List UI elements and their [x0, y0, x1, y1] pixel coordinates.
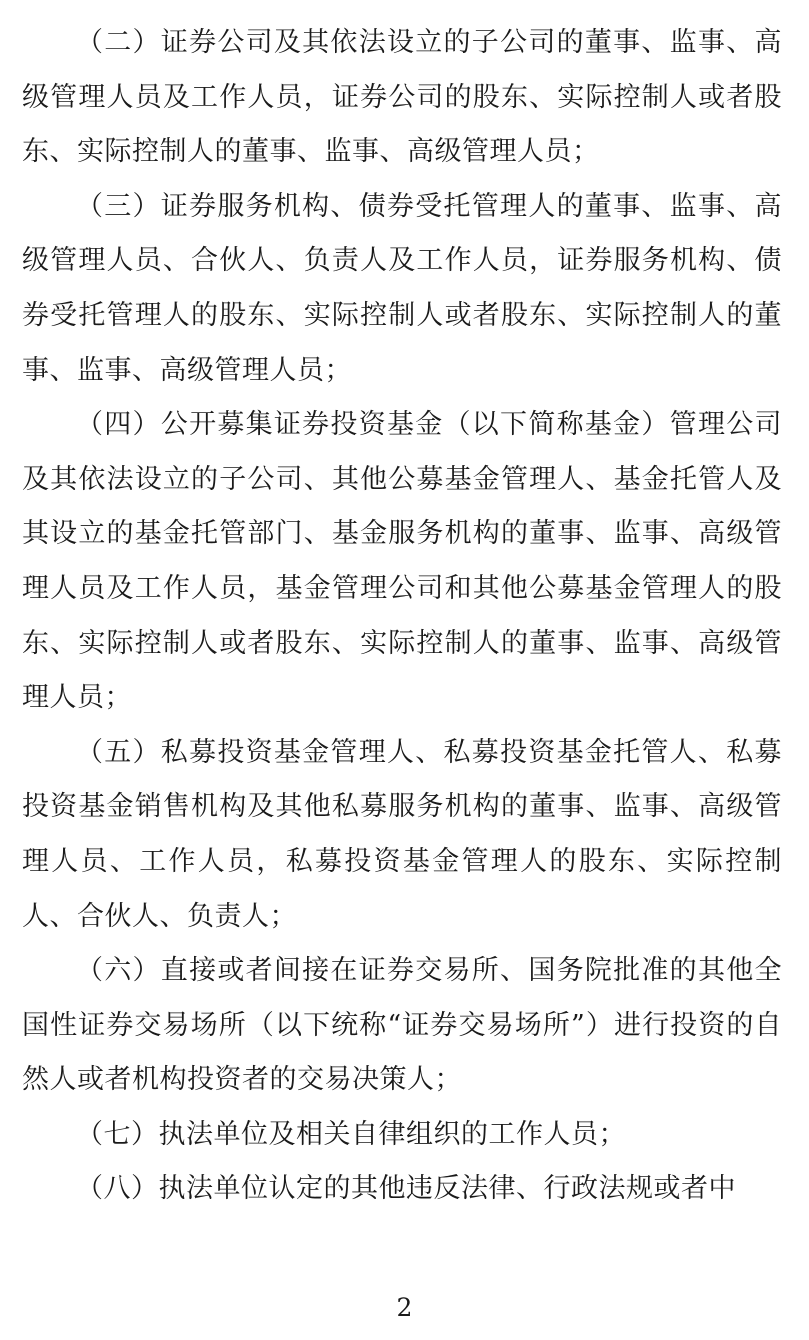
paragraph-item-4: （四）公开募集证券投资基金（以下简称基金）管理公司及其依法设立的子公司、其他公募基金管理人、基金托管人及其设立的基金托管部门、基金服务机构的董事、监事、高级管理人员及工作人员，基金管理公司和其他公募基金管理人的股东、实际控制人或者股东、实际控制人的董事、监事、高级管理人员；: [22, 409, 782, 714]
paragraph-item-5: （五）私募投资基金管理人、私募投资基金托管人、私募投资基金销售机构及其他私募服务机构的董事、监事、高级管理人员、工作人员，私募投资基金管理人的股东、实际控制人、合伙人、负责人；: [22, 736, 782, 932]
paragraph-item-8: （八）执法单位认定的其他违反法律、行政法规或者中: [76, 1173, 736, 1205]
paragraph-item-6: （六）直接或者间接在证券交易所、国务院批准的其他全国性证券交易场所（以下统称“证券交易场所”）进行投资的自然人或者机构投资者的交易决策人；: [22, 955, 782, 1096]
paragraph-item-2: （二）证券公司及其依法设立的子公司的董事、监事、高级管理人员及工作人员，证券公司的股东、实际控制人或者股东、实际控制人的董事、监事、高级管理人员；: [22, 27, 782, 168]
page-number: 2: [396, 1293, 413, 1322]
paragraph-item-7: （七）执法单位及相关自律组织的工作人员；: [76, 1118, 626, 1150]
paragraph-item-3: （三）证券服务机构、债券受托管理人的董事、监事、高级管理人员、合伙人、负责人及工作人员，证券服务机构、债券受托管理人的股东、实际控制人或者股东、实际控制人的董事、监事、高级管理人员；: [22, 190, 782, 386]
document-body: [22, 0, 782, 1217]
